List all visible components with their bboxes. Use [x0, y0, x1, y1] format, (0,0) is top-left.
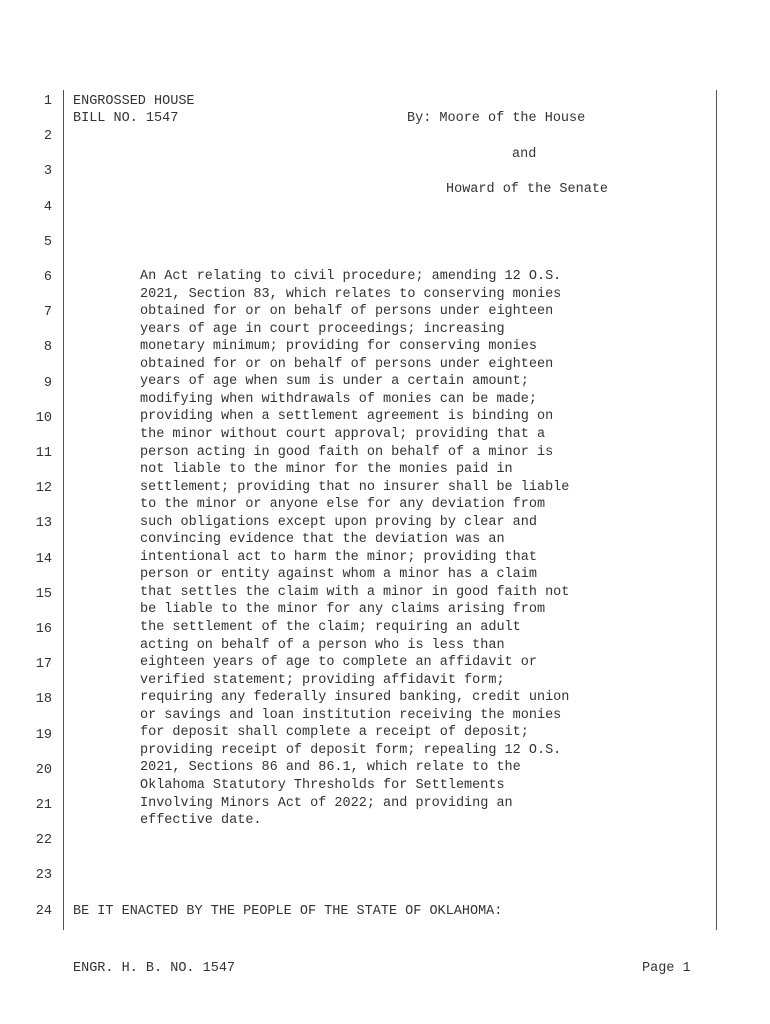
act-title-line: person or entity against whom a minor has a claim — [140, 567, 537, 583]
line-number: 20 — [35, 762, 52, 778]
act-title-line: convincing evidence that the deviation was an — [140, 532, 505, 548]
line-number: 10 — [35, 410, 52, 426]
line-number: 18 — [35, 692, 52, 708]
act-title-line: the settlement of the claim; requiring an adult — [140, 620, 521, 635]
act-title-line: providing when a settlement agreement is binding on — [140, 409, 554, 425]
line-number: 15 — [35, 586, 52, 602]
act-title-line: not liable to the minor for the monies paid in — [140, 462, 513, 478]
act-title-line: modifying when withdrawals of monies can be made; — [140, 391, 537, 407]
author-conjunction: and — [512, 147, 537, 162]
act-title-line: Involving Minors Act of 2022; and providing an — [140, 795, 513, 811]
line-number: 2 — [43, 129, 52, 145]
act-title-line: requiring any federally insured banking, credit union — [140, 690, 570, 706]
act-title-line: 2021, Sections 86 and 86.1, which relate to the — [140, 760, 521, 776]
line-number: 12 — [35, 481, 52, 497]
act-title-line: for deposit shall complete a receipt of deposit; — [140, 725, 529, 741]
act-title-line: 2021, Section 83, which relates to conserving monies — [140, 286, 562, 302]
line-number: 8 — [43, 340, 52, 356]
line-number: 7 — [43, 305, 52, 321]
line-number: 5 — [43, 234, 52, 250]
act-title-line: be liable to the minor for any claims arising from — [140, 602, 546, 618]
line-number: 16 — [35, 622, 52, 637]
act-title-line: intentional act to harm the minor; providing that — [140, 549, 537, 565]
line-number: 6 — [43, 270, 52, 285]
act-title-line: that settles the claim with a minor in good faith not — [140, 584, 570, 600]
line-number: 19 — [35, 727, 52, 743]
footer-page-number: Page 1 — [642, 961, 691, 976]
act-title-line: acting on behalf of a person who is less than — [140, 637, 505, 653]
act-title-line: person acting in good faith on behalf of a minor is — [140, 444, 554, 460]
line-number: 1 — [43, 94, 52, 109]
act-title-line: such obligations except upon proving by clear and — [140, 514, 537, 530]
line-number: 23 — [35, 868, 52, 884]
line-number: 13 — [35, 516, 52, 532]
bill-designation-line1: ENGROSSED HOUSE — [73, 94, 195, 109]
line-number: 24 — [35, 903, 52, 919]
act-title-line: obtained for or on behalf of persons under eighteen — [140, 356, 554, 372]
act-title-line: or savings and loan institution receiving the monies — [140, 707, 562, 723]
act-title-line: Oklahoma Statutory Thresholds for Settlements — [140, 777, 505, 793]
author-house: By: Moore of the House — [407, 111, 586, 126]
act-title-line: An Act relating to civil procedure; amending 12 O.S. — [140, 269, 562, 284]
line-number: 22 — [35, 833, 52, 849]
line-number: 9 — [43, 375, 52, 391]
act-title-line: years of age when sum is under a certain amount; — [140, 374, 529, 390]
line-number: 3 — [43, 164, 52, 180]
act-title-line: providing receipt of deposit form; repealing 12 O.S. — [140, 742, 562, 758]
line-number: 21 — [35, 798, 52, 813]
act-title-line: monetary minimum; providing for conserving monies — [140, 339, 537, 355]
line-number: 14 — [35, 551, 52, 567]
act-title-line: obtained for or on behalf of persons under eighteen — [140, 304, 554, 320]
line-number: 11 — [35, 446, 52, 461]
line-number: 17 — [35, 657, 52, 673]
act-title-line: eighteen years of age to complete an affidavit or — [140, 655, 537, 671]
enacting-clause: BE IT ENACTED BY THE PEOPLE OF THE STATE OF OKLAHOMA: — [73, 904, 503, 919]
act-title-line: to the minor or anyone else for any deviation from — [140, 497, 546, 513]
act-title-line: settlement; providing that no insurer shall be liable — [140, 479, 570, 495]
footer-bill-reference: ENGR. H. B. NO. 1547 — [73, 961, 236, 976]
act-title-line: effective date. — [140, 813, 262, 829]
author-senate: Howard of the Senate — [446, 182, 609, 197]
bill-designation-line2: BILL NO. 1547 — [73, 111, 179, 126]
right-margin-rule — [716, 90, 717, 930]
line-number: 4 — [43, 199, 52, 215]
left-margin-rule — [63, 90, 64, 930]
act-title-line: verified statement; providing affidavit form; — [140, 672, 505, 688]
act-title-line: the minor without court approval; providing that a — [140, 426, 546, 442]
act-title-line: years of age in court proceedings; increasing — [140, 321, 505, 337]
